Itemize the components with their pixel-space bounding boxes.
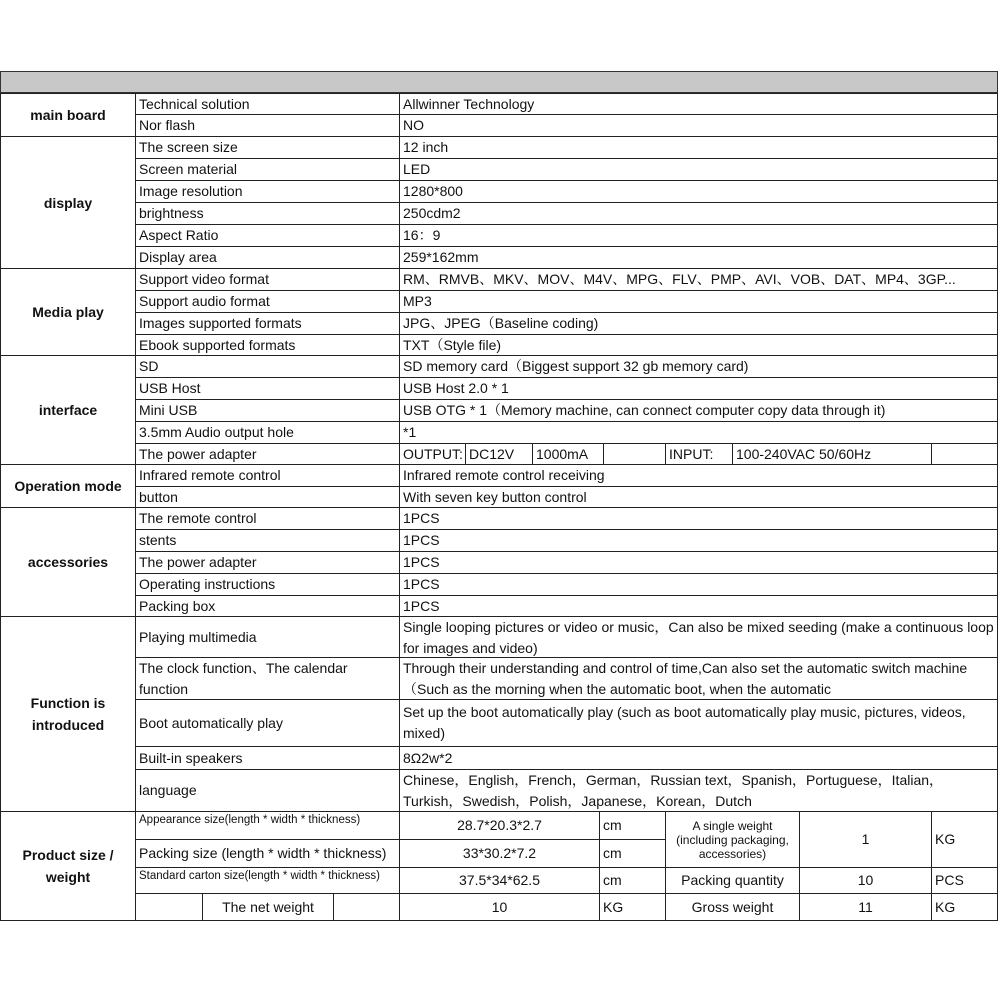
- blank-cell: [333, 893, 400, 921]
- row-value: 1PCS: [399, 573, 998, 596]
- row-label: Boot automatically play: [135, 699, 400, 747]
- section-main-board: main board: [0, 93, 136, 137]
- row-label: Technical solution: [135, 93, 400, 115]
- power-output-label: OUTPUT:: [399, 443, 466, 465]
- packing-size-label: Packing size (length * width * thickness): [135, 839, 400, 868]
- power-output-voltage: DC12V: [465, 443, 533, 465]
- row-value: TXT（Style file): [399, 334, 998, 356]
- section-accessories: accessories: [0, 507, 136, 617]
- row-value: Chinese，English，French，German，Russian text，Spanish，Portuguese，Italian，Turkish，Swedish，Polish，Japanese，Korean，Dutch: [399, 769, 998, 812]
- section-product-size: Product size / weight: [0, 811, 136, 921]
- row-label: language: [135, 769, 400, 812]
- packing-quantity-value: 10: [799, 867, 932, 894]
- row-value: 259*162mm: [399, 246, 998, 269]
- single-weight-unit: KG: [931, 811, 998, 868]
- gross-weight-value: 11: [799, 893, 932, 921]
- row-value: Allwinner Technology: [399, 93, 998, 115]
- row-value: Single looping pictures or video or music，Can also be mixed seeding (make a continuous loop for images and video): [399, 616, 998, 658]
- row-value: USB OTG * 1（Memory machine, can connect computer copy data through it): [399, 399, 998, 422]
- packing-quantity-label: Packing quantity: [665, 867, 800, 894]
- row-label: The remote control: [135, 507, 400, 530]
- row-value: *1: [399, 421, 998, 444]
- row-value: 1PCS: [399, 595, 998, 617]
- row-label: Operating instructions: [135, 573, 400, 596]
- row-value: LED: [399, 158, 998, 181]
- row-label: Image resolution: [135, 180, 400, 203]
- row-label: The power adapter: [135, 443, 400, 465]
- header-bar: [0, 71, 998, 93]
- row-label: 3.5mm Audio output hole: [135, 421, 400, 444]
- row-label: Aspect Ratio: [135, 224, 400, 247]
- row-label: Display area: [135, 246, 400, 269]
- section-operation-mode: Operation mode: [0, 464, 136, 508]
- row-label: The power adapter: [135, 551, 400, 574]
- single-weight-label: A single weight (including packaging, accessories): [665, 811, 800, 868]
- row-value: MP3: [399, 290, 998, 313]
- row-value: Infrared remote control receiving: [399, 464, 998, 487]
- row-value: 1PCS: [399, 551, 998, 574]
- row-label: Playing multimedia: [135, 616, 400, 658]
- row-value: 16：9: [399, 224, 998, 247]
- row-value: 1PCS: [399, 529, 998, 552]
- row-value: 250cdm2: [399, 202, 998, 225]
- row-label: Images supported formats: [135, 312, 400, 335]
- row-value: 1280*800: [399, 180, 998, 203]
- gross-weight-label: Gross weight: [665, 893, 800, 921]
- single-weight-value: 1: [799, 811, 932, 868]
- row-label: Packing box: [135, 595, 400, 617]
- net-weight-unit: KG: [599, 893, 666, 921]
- blank-cell: [135, 893, 203, 921]
- row-value: NO: [399, 114, 998, 137]
- power-output-current: 1000mA: [532, 443, 604, 465]
- row-value: RM、RMVB、MKV、MOV、M4V、MPG、FLV、PMP、AVI、VOB、DAT、MP4、3GP...: [399, 268, 998, 291]
- row-value: JPG、JPEG（Baseline coding): [399, 312, 998, 335]
- row-label: button: [135, 486, 400, 508]
- appearance-size-value: 28.7*20.3*2.7: [399, 811, 600, 840]
- row-value: 1PCS: [399, 507, 998, 530]
- section-media-play: Media play: [0, 268, 136, 356]
- appearance-size-unit: cm: [599, 811, 666, 840]
- row-label: Mini USB: [135, 399, 400, 422]
- power-blank-cell: [603, 443, 666, 465]
- row-label: SD: [135, 355, 400, 378]
- net-weight-label: The net weight: [202, 893, 334, 921]
- row-value: 12 inch: [399, 136, 998, 159]
- net-weight-value: 10: [399, 893, 600, 921]
- power-input-value: 100-240VAC 50/60Hz: [732, 443, 932, 465]
- row-value: Set up the boot automatically play (such as boot automatically play music, pictures, videos, mixed): [399, 699, 998, 747]
- gross-weight-unit: KG: [931, 893, 998, 921]
- carton-size-unit: cm: [599, 867, 666, 894]
- row-label: The clock function、The calendar function: [135, 657, 400, 700]
- packing-size-unit: cm: [599, 839, 666, 868]
- power-input-label: INPUT:: [665, 443, 733, 465]
- row-value: 8Ω2w*2: [399, 746, 998, 770]
- section-function: Function is introduced: [0, 616, 136, 812]
- row-value: With seven key button control: [399, 486, 998, 508]
- row-label: brightness: [135, 202, 400, 225]
- row-value: Through their understanding and control of time,Can also set the automatic switch machine（Such as the morning when the automatic boot, when the automatic: [399, 657, 998, 700]
- row-value: USB Host 2.0 * 1: [399, 377, 998, 400]
- row-label: USB Host: [135, 377, 400, 400]
- row-label: Support audio format: [135, 290, 400, 313]
- packing-quantity-unit: PCS: [931, 867, 998, 894]
- section-display: display: [0, 136, 136, 269]
- row-label: Infrared remote control: [135, 464, 400, 487]
- carton-size-value: 37.5*34*62.5: [399, 867, 600, 894]
- packing-size-value: 33*30.2*7.2: [399, 839, 600, 868]
- row-label: Nor flash: [135, 114, 400, 137]
- section-interface: interface: [0, 355, 136, 465]
- row-label: stents: [135, 529, 400, 552]
- row-label: The screen size: [135, 136, 400, 159]
- row-label: Support video format: [135, 268, 400, 291]
- power-blank-cell: [931, 443, 998, 465]
- row-label: Built-in speakers: [135, 746, 400, 770]
- row-label: Ebook supported formats: [135, 334, 400, 356]
- appearance-size-label: Appearance size(length * width * thickness): [135, 811, 400, 840]
- row-label: Screen material: [135, 158, 400, 181]
- row-value: SD memory card（Biggest support 32 gb memory card): [399, 355, 998, 378]
- carton-size-label: Standard carton size(length * width * thickness): [135, 867, 400, 894]
